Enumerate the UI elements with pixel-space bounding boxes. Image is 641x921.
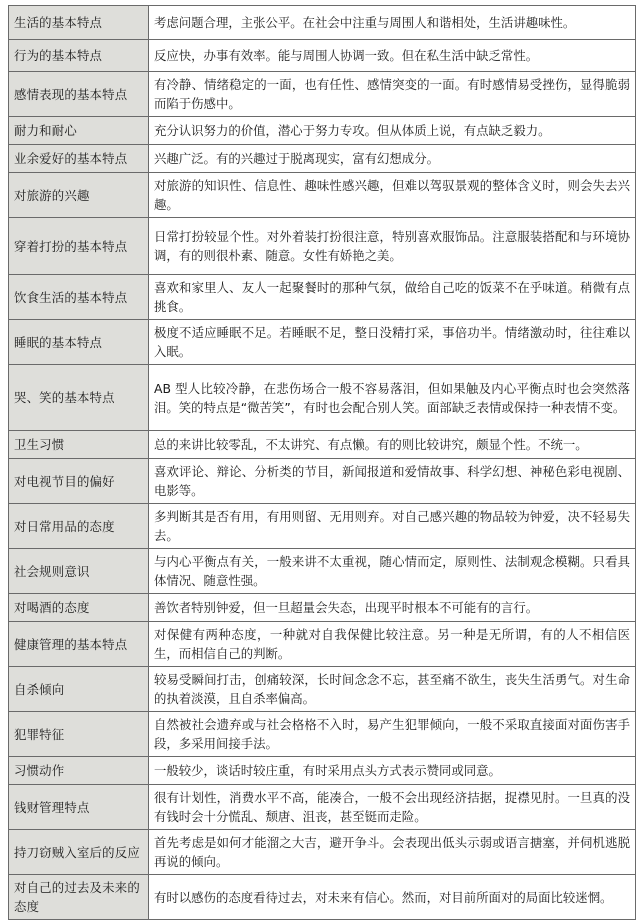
table-body [9,6,636,920]
attribute-cell: 睡眠的基本特点 [9,320,149,365]
description-cell: 多判断其是否有用，有用则留、无用则弃。对自己感兴趣的物品较为钟爱，决不轻易失去。 [149,504,636,549]
attribute-cell: 持刀窃贼入室后的反应 [9,830,149,875]
table-row [9,504,636,549]
description-cell: 反应快，办事有效率。能与周围人协调一致。但在私生活中缺乏常性。 [149,40,636,72]
description-cell: 极度不适应睡眠不足。若睡眠不足，整日没精打采，事倍功半。情绪激动时，往往难以入眠。 [149,320,636,365]
table-row [9,875,636,920]
description-cell: 兴趣广泛。有的兴趣过于脱离现实，富有幻想成分。 [149,145,636,173]
attribute-cell: 健康管理的基本特点 [9,622,149,667]
description-cell: 对保健有两种态度，一种就对自我保健比较注意。另一种是无所谓，有的人不相信医生，而相信自己的判断。 [149,622,636,667]
attribute-cell: 对喝酒的态度 [9,594,149,622]
table-row [9,365,636,431]
table-row [9,459,636,504]
description-cell: 有冷静、情绪稳定的一面，也有任性、感情突变的一面。有时感情易受挫伤，显得脆弱而陷于伤感中。 [149,72,636,117]
description-cell: 很有计划性，消费水平不高，能凑合，一般不会出现经济拮据，捉襟见肘。一旦真的没有钱时会十分慌乱、颓唐、沮丧，甚至铤而走险。 [149,785,636,830]
attribute-cell: 业余爱好的基本特点 [9,145,149,173]
description-cell: 对旅游的知识性、信息性、趣味性感兴趣，但难以驾驭景观的整体含义时，则会失去兴趣。 [149,173,636,218]
table-row [9,40,636,72]
table-row [9,667,636,712]
description-cell: 充分认识努力的价值，潜心于努力专攻。但从体质上说，有点缺乏毅力。 [149,117,636,145]
attribute-cell: 对旅游的兴趣 [9,173,149,218]
description-cell: 考虑问题合理，主张公平。在社会中注重与周围人和谐相处，生活讲趣味性。 [149,6,636,40]
description-cell: 首先考虑是如何才能溜之大吉，避开争斗。会表现出低头示弱或语言搪塞，并伺机逃脱再说的倾向。 [149,830,636,875]
table-row [9,594,636,622]
attribute-cell: 对自己的过去及未来的态度 [9,875,149,920]
table-row [9,173,636,218]
attribute-cell: 钱财管理特点 [9,785,149,830]
attribute-cell: 感情表现的基本特点 [9,72,149,117]
table-row [9,757,636,785]
description-cell: 一般较少，谈话时较庄重，有时采用点头方式表示赞同或同意。 [149,757,636,785]
table-row [9,6,636,40]
attribute-cell: 穿着打扮的基本特点 [9,218,149,275]
table-row [9,72,636,117]
table-row [9,145,636,173]
table-row [9,830,636,875]
attribute-cell: 饮食生活的基本特点 [9,275,149,320]
description-cell: 较易受瞬间打击，创痛较深，长时间念念不忘，甚至痛不欲生，丧失生活勇气。对生命的执着淡漠，且自杀率偏高。 [149,667,636,712]
description-cell: 善饮者特别钟爱，但一旦超量会失态，出现平时根本不可能有的言行。 [149,594,636,622]
attribute-cell: 耐力和耐心 [9,117,149,145]
personality-traits-table [8,5,636,920]
attribute-cell: 卫生习惯 [9,431,149,459]
description-cell: 自然被社会遗弃或与社会格格不入时，易产生犯罪倾向，一般不采取直接面对面伤害手段，多采用间接手法。 [149,712,636,757]
attribute-cell: 对电视节目的偏好 [9,459,149,504]
table-row [9,431,636,459]
description-cell: 有时以感伤的态度看待过去，对未来有信心。然而，对目前所面对的局面比较迷惘。 [149,875,636,920]
table-row [9,712,636,757]
description-cell: AB 型人比较冷静，在悲伤场合一般不容易落泪，但如果触及内心平衡点时也会突然落泪。笑的特点是“微苦笑”，有时也会配合别人笑。面部缺乏表情或保持一种表情不变。 [149,365,636,431]
table-row [9,549,636,594]
attribute-cell: 自杀倾向 [9,667,149,712]
table-row [9,320,636,365]
attribute-cell: 对日常用品的态度 [9,504,149,549]
attribute-cell: 哭、笑的基本特点 [9,365,149,431]
attribute-cell: 习惯动作 [9,757,149,785]
description-cell: 喜欢和家里人、友人一起聚餐时的那种气氛，做给自己吃的饭菜不在乎味道。稍微有点挑食。 [149,275,636,320]
table-row [9,785,636,830]
attribute-cell: 犯罪特征 [9,712,149,757]
attribute-cell: 社会规则意识 [9,549,149,594]
table-row [9,275,636,320]
description-cell: 与内心平衡点有关，一般来讲不太重视，随心情而定，原则性、法制观念模糊。只看具体情况、随意性强。 [149,549,636,594]
description-cell: 总的来讲比较零乱，不太讲究、有点懒。有的则比较讲究，颇显个性。不统一。 [149,431,636,459]
attribute-cell: 生活的基本特点 [9,6,149,40]
description-cell: 喜欢评论、辩论、分析类的节目，新闻报道和爱情故事、科学幻想、神秘色彩电视剧、电影等。 [149,459,636,504]
description-cell: 日常打扮较显个性。对外着装打扮很注意，特别喜欢服饰品。注意服装搭配和与环境协调，有的则很朴素、随意。女性有娇艳之美。 [149,218,636,275]
table-row [9,622,636,667]
table-row [9,117,636,145]
attribute-cell: 行为的基本特点 [9,40,149,72]
table-row [9,218,636,275]
